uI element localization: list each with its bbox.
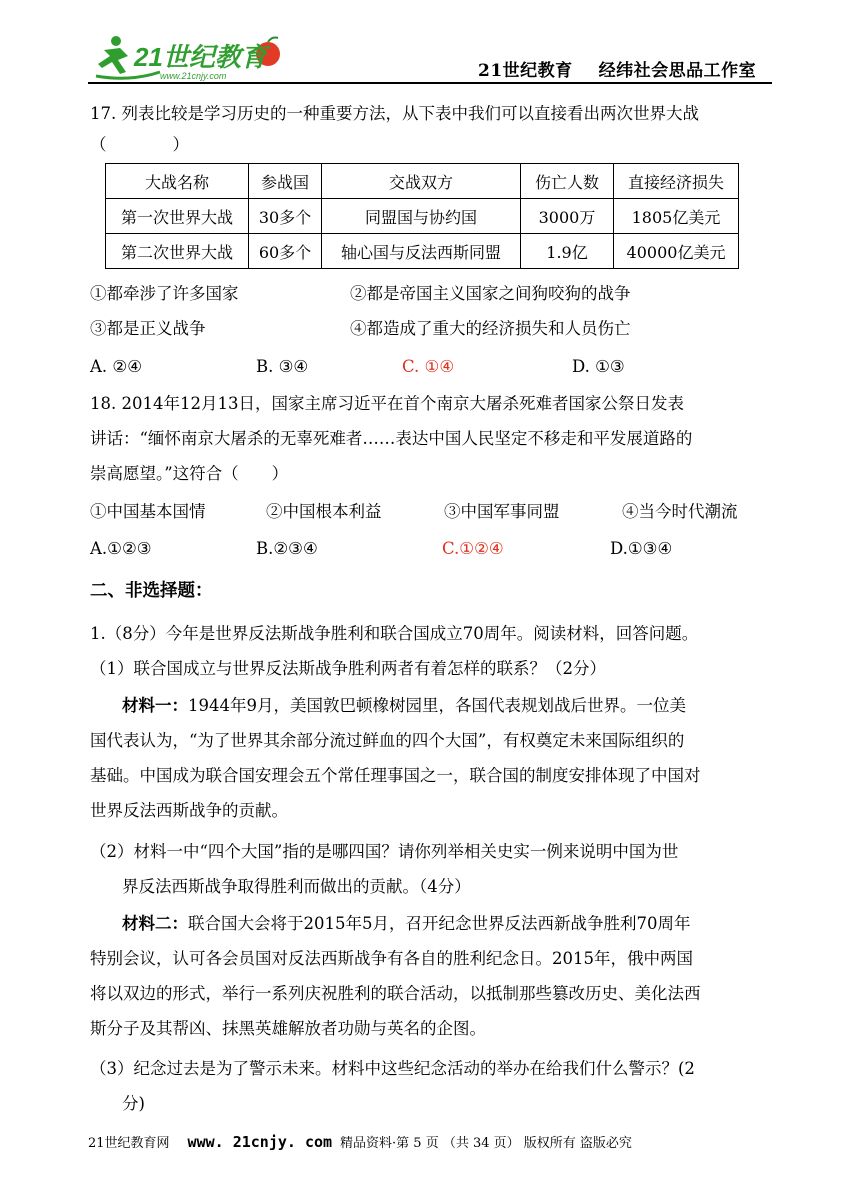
table-cell: 40000亿美元 <box>614 234 739 269</box>
comparison-table <box>105 163 739 269</box>
logo <box>90 32 290 84</box>
material-2-line-4: 斯分子及其帮凶、抹黑英雄解放者功勋与英名的企图。 <box>90 1019 486 1038</box>
table-cell: 第一次世界大战 <box>106 199 249 234</box>
q17-paren: （ ） <box>90 135 189 154</box>
q1-sub-2-line-1: （2）材料一中“四个大国”指的是哪四国？请你列举相关史实一例来说明中国为世 <box>90 842 679 861</box>
table-cell: 1805亿美元 <box>614 199 739 234</box>
q1-sub-2-line-2: 界反法西斯战争取得胜利而做出的贡献。（4分） <box>122 877 471 896</box>
material-1-line-4: 世界反法西斯战争的贡献。 <box>90 801 288 820</box>
q1-sub-3-line-2: 分) <box>122 1094 145 1113</box>
table-cell: 同盟国与协约国 <box>322 199 521 234</box>
q18-statement-1: ①中国基本国情 <box>90 502 206 521</box>
q17-statement-3: ③都是正义战争 <box>90 319 206 338</box>
footer-right: 精品资料·第 5 页 （共 34 页） 版权所有 盗版必究 <box>340 1136 632 1151</box>
table-cell: 1.9亿 <box>521 234 614 269</box>
q18-option-d: D.①③④ <box>610 539 673 558</box>
q18-option-c-answer: C.①②④ <box>442 539 504 558</box>
table-header-cell: 交战双方 <box>322 164 521 199</box>
material-1-label: 材料一： <box>122 696 188 715</box>
table-cell: 60多个 <box>249 234 322 269</box>
q18-line-2: 讲话：“缅怀南京大屠杀的无辜死难者……表达中国人民坚定不移走和平发展道路的 <box>90 429 693 448</box>
material-2-label: 材料二： <box>122 914 188 933</box>
q18-line-1: 18. 2014年12月13日，国家主席习近平在首个南京大屠杀死难者国家公祭日发表 <box>90 394 684 413</box>
table-cell: 3000万 <box>521 199 614 234</box>
header-org: 21世纪教育 <box>478 61 573 81</box>
q1-intro: 1.（8分）今年是世界反法斯战争胜利和联合国成立70周年。阅读材料，回答问题。 <box>90 624 699 643</box>
footer-site-link[interactable]: www. 21cnjy. com <box>187 1133 333 1151</box>
footer-left: 21世纪教育网 <box>88 1136 170 1151</box>
table-header-cell: 参战国 <box>249 164 322 199</box>
q18-statement-3: ③中国军事同盟 <box>444 502 560 521</box>
q17-statement-1: ①都牵涉了许多国家 <box>90 284 239 303</box>
material-1-line-3: 基础。中国成为联合国安理会五个常任理事国之一，联合国的制度安排体现了中国对 <box>90 766 701 785</box>
footer <box>88 1132 632 1151</box>
table-header-cell: 伤亡人数 <box>521 164 614 199</box>
q17-option-b: B. ③④ <box>256 357 309 376</box>
q17-option-c-answer: C. ①④ <box>402 357 455 376</box>
material-1-line-2: 国代表认为，“为了世界其余部分流过鲜血的四个大国”，有权奠定未来国际组织的 <box>90 731 685 750</box>
q1-sub-3-line-1: （3）纪念过去是为了警示未来。材料中这些纪念活动的举办在给我们什么警示？(2 <box>90 1059 695 1078</box>
table-header-cell: 大战名称 <box>106 164 249 199</box>
material-1-text: 1944年9月，美国敦巴顿橡树园里，各国代表规划战后世界。一位美 <box>188 696 686 715</box>
material-2-text: 联合国大会将于2015年5月，召开纪念世界反法西新战争胜利70周年 <box>188 914 691 933</box>
material-2-line-2: 特别会议，认可各会员国对反法西斯战争有各自的胜利纪念日。2015年，俄中两国 <box>90 949 693 968</box>
q18-option-b: B.②③④ <box>256 539 318 558</box>
q18-statement-4: ④当今时代潮流 <box>622 502 738 521</box>
header-studio: 经纬社会思品工作室 <box>598 61 757 81</box>
table-header-cell: 直接经济损失 <box>614 164 739 199</box>
q18-option-a: A.①②③ <box>90 539 152 558</box>
q18-statement-2: ②中国根本利益 <box>266 502 382 521</box>
table-cell: 轴心国与反法西斯同盟 <box>322 234 521 269</box>
q17-option-a: A. ②④ <box>90 357 142 376</box>
table-row <box>106 199 739 234</box>
table-cell: 第二次世界大战 <box>106 234 249 269</box>
q17-option-d: D. ①③ <box>572 357 625 376</box>
table-row <box>106 234 739 269</box>
header-text <box>478 56 756 81</box>
q18-line-3: 崇高愿望。”这符合（ ） <box>90 464 289 483</box>
logo-url: www.21cnjy.com <box>160 71 227 81</box>
section-title: 二、非选择题： <box>90 581 213 601</box>
material-2-line-3: 将以双边的形式，举行一系列庆祝胜利的联合活动，以抵制那些篡改历史、美化法西 <box>90 984 701 1003</box>
q17-statement-2: ②都是帝国主义国家之间狗咬狗的战争 <box>350 284 631 303</box>
material-2-line-1 <box>122 912 691 936</box>
logo-text: 21世纪教育 <box>134 42 267 72</box>
q17-statement-4: ④都造成了重大的经济损失和人员伤亡 <box>350 319 631 338</box>
material-1-line-1 <box>122 694 686 718</box>
table-header-row <box>106 164 739 199</box>
header-divider <box>88 82 772 84</box>
q17-stem: 17. 列表比较是学习历史的一种重要方法，从下表中我们可以直接看出两次世界大战 <box>90 104 699 123</box>
q1-sub-1: （1）联合国成立与世界反法斯战争胜利两者有着怎样的联系？（2分） <box>90 659 606 678</box>
table-cell: 30多个 <box>249 199 322 234</box>
